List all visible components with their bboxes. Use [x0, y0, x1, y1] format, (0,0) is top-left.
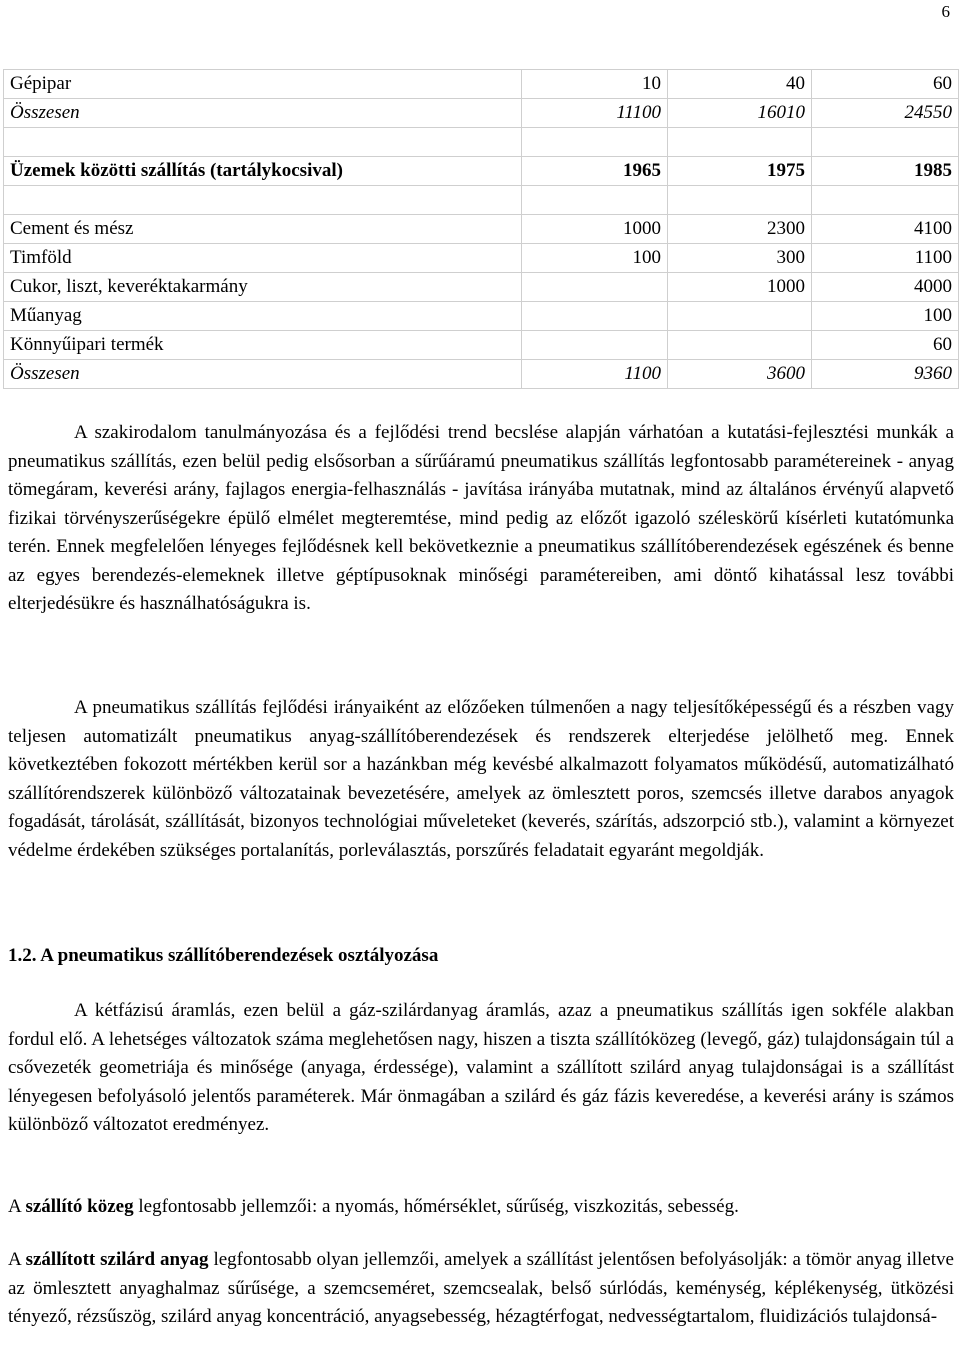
row-label: Könnyűipari termék	[4, 331, 522, 360]
value-cell: 1975	[668, 157, 812, 186]
table-row	[4, 128, 959, 157]
paragraph-development: A pneumatikus szállítás fejlődési irányaiként az előzőeken túlmenően a nagy teljesítőképességű és a részben vagy teljesen automatizált pneumatikus anyag-szállítóberendezések és rendszerek elterjedése jelölhető meg. Ennek következtében fokozott mértékben kerül sor a hazánkban még kevésbé alkalmazott folyamatos működésű, automatizálható szállítórendszerek különböző változatainak bevezetésére, amelyek az ömlesztett poros, szemcsés illetve darabos anyagok fogadását, tárolását, szállítását, bizonyos technológiai műveleteket (keverés, szárítás, adszorpció stb.), valamint a környezet védelme érdekében szükséges portalanítás, porleválasztás, porszűrés feladatait egyaránt megoldják.	[8, 697, 954, 861]
value-cell: 1000	[522, 215, 668, 244]
value-cell: 2300	[668, 215, 812, 244]
value-cell	[522, 273, 668, 302]
value-cell	[812, 186, 959, 215]
value-cell: 1100	[812, 244, 959, 273]
value-cell	[522, 128, 668, 157]
value-cell: 1100	[522, 360, 668, 389]
row-label: Összesen	[4, 99, 522, 128]
table-row	[4, 273, 959, 302]
value-cell	[522, 331, 668, 360]
value-cell: 100	[522, 244, 668, 273]
page-number: 6	[941, 2, 950, 21]
value-cell: 16010	[668, 99, 812, 128]
table-row	[4, 186, 959, 215]
value-cell: 24550	[812, 99, 959, 128]
value-cell: 11100	[522, 99, 668, 128]
text-run: A	[8, 1249, 26, 1270]
table-body	[4, 70, 959, 389]
row-label: Gépipar	[4, 70, 522, 99]
value-cell: 300	[668, 244, 812, 273]
value-cell	[668, 186, 812, 215]
value-cell	[812, 128, 959, 157]
table-row	[4, 302, 959, 331]
value-cell: 100	[812, 302, 959, 331]
value-cell: 1965	[522, 157, 668, 186]
text-run: A	[8, 1196, 26, 1217]
table-row	[4, 360, 959, 389]
table-row	[4, 99, 959, 128]
text-run: legfontosabb jellemzői: a nyomás, hőmérséklet, sűrűség, viszkozitás, sebesség.	[133, 1196, 739, 1217]
paragraph-classification: A kétfázisú áramlás, ezen belül a gáz-szilárdanyag áramlás, azaz a pneumatikus szállítás igen sokféle alakban fordul elő. A lehetséges változatok száma meglehetősen nagy, hiszen a tiszta szállítóközeg (levegő, gáz) tulajdonságain túl a csővezeték geometriája és minősége (anyaga, érdessége), valamint a szállított szilárd anyag tulajdonságai is a szállítást lényegesen befolyásoló jelentős paraméterek. Már önmagában a szilárd és gáz fázis keveredése, a keverési arány is számos különböző változatot eredményez.	[8, 1000, 954, 1135]
statistics-table	[3, 69, 959, 389]
value-cell: 9360	[812, 360, 959, 389]
row-label: Összesen	[4, 360, 522, 389]
term-carrier-medium: szállító közeg	[25, 1196, 134, 1217]
value-cell	[668, 128, 812, 157]
table-row	[4, 215, 959, 244]
row-label: Timföld	[4, 244, 522, 273]
table-row	[4, 244, 959, 273]
value-cell: 60	[812, 331, 959, 360]
text-run: legfontosabb olyan jellemzői, amelyek a szállítást jelentősen befolyásolják: a tömör anyag illetve az ömlesztett anyaghalmaz sűrűsége, a szemcseméret, szemcsealak, belső súrlódás, keménység, képlékenység, ütközési tényező, rézsűszög, szilárd anyag koncentráció, anyagsebesség, hézagtérfogat, nedvességtartalom, fluidizációs tulajdonsá-	[8, 1249, 954, 1327]
table-row	[4, 157, 959, 186]
row-label: Műanyag	[4, 302, 522, 331]
value-cell: 3600	[668, 360, 812, 389]
value-cell: 1985	[812, 157, 959, 186]
row-label	[4, 128, 522, 157]
row-label: Cement és mész	[4, 215, 522, 244]
table-row	[4, 331, 959, 360]
row-label: Cukor, liszt, keveréktakarmány	[4, 273, 522, 302]
value-cell: 4000	[812, 273, 959, 302]
value-cell: 60	[812, 70, 959, 99]
paragraph-carrier-medium	[8, 1193, 954, 1222]
value-cell	[668, 302, 812, 331]
paragraph-solid-material	[8, 1246, 954, 1332]
paragraph-trends: A szakirodalom tanulmányozása és a fejlődési trend becslése alapján várhatóan a kutatási-fejlesztési munkák a pneumatikus szállítás, ezen belül pedig elsősorban a sűrűáramú pneumatikus szállítás legfontosabb paramétereinek - anyag tömegáram, keverési arány, fajlagos energia-felhasználás - javítása irányába mutatnak, mind az általános érvényű alapvető fizikai törvényszerűségekre épülő elmélet megteremtése, mind pedig az előzőt igazoló széleskörű kísérleti kutatómunka terén. Ennek megfelelően lényeges fejlődésnek kell bekövetkeznie a pneumatikus szállítóberendezések egészének és benne az egyes berendezés-elemeknek illetve géptípusoknak minőségi paramétereiben, ami döntő kihatással lesz további elterjedésükre és használhatóságukra is.	[8, 422, 954, 614]
row-label: Üzemek közötti szállítás (tartálykocsival)	[4, 157, 522, 186]
section-heading: 1.2. A pneumatikus szállítóberendezések osztályozása	[8, 945, 439, 966]
value-cell	[522, 186, 668, 215]
value-cell	[522, 302, 668, 331]
value-cell: 40	[668, 70, 812, 99]
table-row	[4, 70, 959, 99]
value-cell: 4100	[812, 215, 959, 244]
term-solid-material: szállított szilárd anyag	[25, 1249, 209, 1270]
row-label	[4, 186, 522, 215]
value-cell: 10	[522, 70, 668, 99]
value-cell	[668, 331, 812, 360]
value-cell: 1000	[668, 273, 812, 302]
